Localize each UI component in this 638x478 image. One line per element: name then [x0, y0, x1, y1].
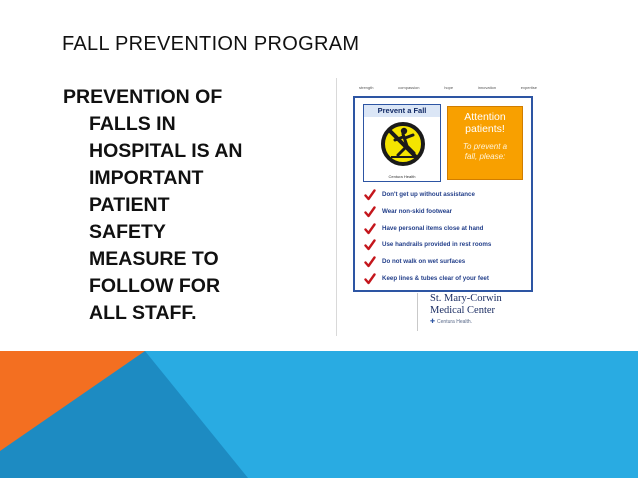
- body-line: SAFETY: [89, 221, 166, 243]
- list-item: [363, 222, 529, 239]
- list-item: [363, 238, 529, 255]
- value-word: hope: [444, 85, 454, 90]
- body-line: IMPORTANT: [89, 167, 204, 189]
- attention-box: [447, 106, 523, 180]
- brand-small: Centura Health: [388, 174, 416, 179]
- checklist-text: Don't get up without assistance: [382, 191, 475, 198]
- check-icon: [364, 239, 376, 251]
- signature-sub-text: Centura Health.: [437, 319, 473, 325]
- prevent-fall-panel: [363, 104, 441, 182]
- checklist: [363, 188, 529, 289]
- cross-icon: ✚: [430, 319, 436, 325]
- body-line: HOSPITAL IS AN: [89, 140, 243, 162]
- value-word: innovation: [477, 85, 497, 90]
- value-word: expertise: [520, 85, 537, 90]
- checklist-text: Use handrails provided in rest rooms: [382, 241, 492, 249]
- hospital-signature: [417, 293, 502, 331]
- signature-line: Medical Center: [430, 305, 496, 316]
- attention-line: Attention: [464, 111, 506, 123]
- body-line: ALL STAFF.: [89, 302, 197, 324]
- poster-image: [336, 78, 541, 336]
- body-text: [63, 84, 323, 327]
- checklist-text: Do not walk on wet surfaces: [382, 258, 466, 266]
- slide-title: FALL PREVENTION PROGRAM: [62, 33, 360, 55]
- attention-line: patients!: [465, 123, 505, 135]
- value-word: strength: [359, 85, 374, 90]
- check-icon: [364, 273, 376, 285]
- fall-poster: [353, 96, 533, 292]
- body-line: MEASURE TO: [89, 248, 219, 270]
- poster-heading: Prevent a Fall: [364, 105, 440, 117]
- body-line: PATIENT: [89, 194, 170, 216]
- decorative-band: [0, 351, 638, 478]
- checklist-text: Have personal items close at hand: [382, 224, 484, 232]
- signature-sub: [430, 318, 502, 325]
- checklist-text: Keep lines & tubes clear of your feet: [382, 274, 489, 282]
- check-icon: [364, 256, 376, 268]
- check-icon: [364, 223, 376, 235]
- signature-line: St. Mary-Corwin: [430, 293, 502, 304]
- body-line: FOLLOW FOR: [89, 275, 221, 297]
- list-item: [363, 272, 529, 289]
- check-icon: [364, 189, 376, 201]
- fall-warning-icon: [381, 122, 425, 166]
- list-item: [363, 188, 529, 205]
- values-bar: [359, 85, 537, 90]
- body-line: FALLS IN: [89, 113, 176, 135]
- list-item: [363, 255, 529, 272]
- check-icon: [364, 206, 376, 218]
- attention-subline: fall, please:: [464, 152, 506, 161]
- value-word: compassion: [398, 85, 420, 90]
- checklist-text: Wear non-skid footwear: [382, 207, 453, 215]
- body-line: PREVENTION OF: [63, 86, 223, 108]
- list-item: [363, 205, 529, 222]
- attention-subline: To prevent a: [462, 142, 508, 151]
